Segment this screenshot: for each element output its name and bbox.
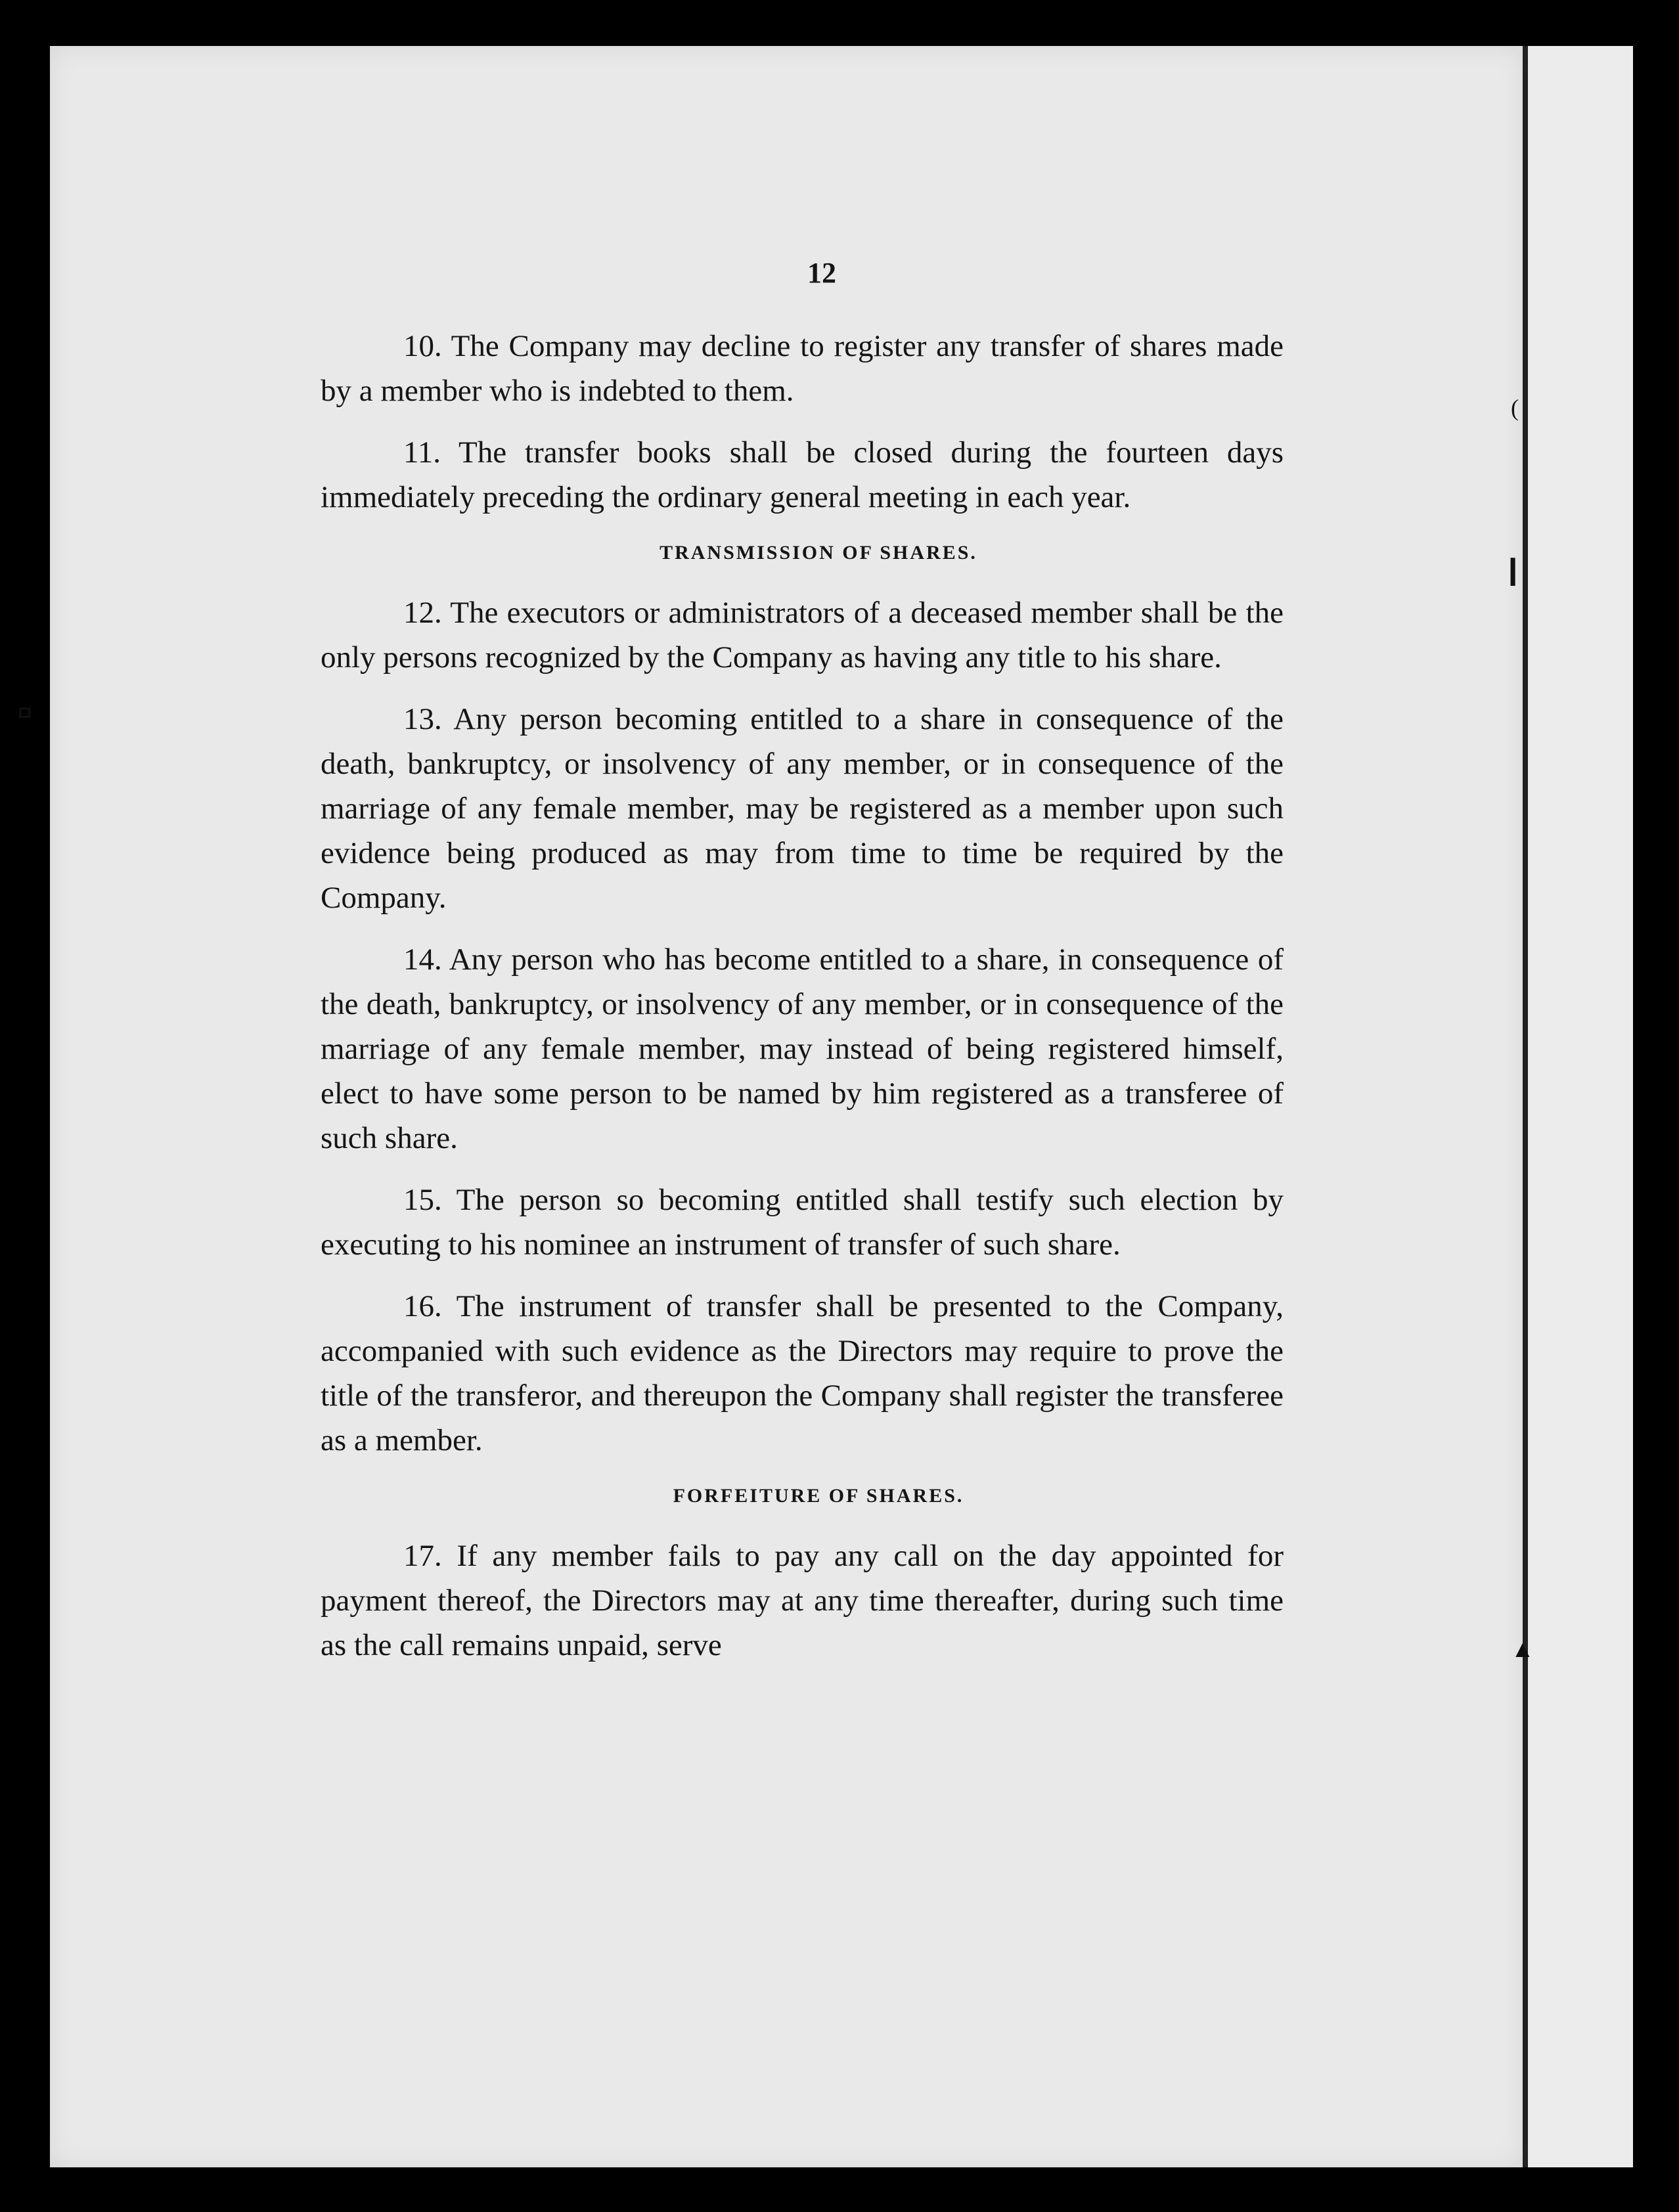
section-heading-forfeiture: FORFEITURE OF SHARES.	[673, 1485, 964, 1507]
margin-mark: ߛ	[17, 697, 33, 723]
page-text	[321, 256, 1284, 1685]
section-heading-transmission: TRANSMISSION OF SHARES.	[660, 542, 977, 564]
paragraph-10: 10. The Company may decline to register any transfer of shares made by a member who is indebted to them.	[321, 329, 1284, 408]
page-number: 12	[807, 257, 836, 289]
paragraph-16: 16. The instrument of transfer shall be presented to the Company, accompanied with such evidence as the Directors may require to prove the title of the transferor, and thereupon the Company shall register the transferee as a member.	[321, 1289, 1284, 1457]
paragraph-17: 17. If any member fails to pay any call on the day appointed for payment thereof, the Directors may at any time thereafter, during such time as the call remains unpaid, serve	[321, 1539, 1284, 1662]
paragraph-13: 13. Any person becoming entitled to a share in consequence of the death, bankruptcy, or insolvency of any member, or in consequence of the marriage of any female member, may be registered as a member upon such evidence being produced as may from time to time be required by the Company.	[321, 702, 1284, 915]
adjacent-page	[1528, 46, 1633, 2167]
margin-mark: ▲	[1511, 1636, 1534, 1662]
margin-mark: ▎	[1511, 559, 1529, 585]
paragraph-15: 15. The person so becoming entitled shall testify such election by executing to his nominee an instrument of transfer of such share.	[321, 1183, 1284, 1262]
paragraph-14: 14. Any person who has become entitled to a share, in consequence of the death, bankruptcy, or insolvency of any member, or in consequence of the marriage of any female member, may instead of being registered himself, elect to have some person to be named by him registered as a transferee of such share.	[321, 942, 1284, 1155]
paragraph-11: 11. The transfer books shall be closed during the fourteen days immediately preceding the ordinary general meeting in each year.	[321, 435, 1284, 514]
margin-mark: (	[1511, 395, 1519, 421]
page-fold	[1523, 46, 1528, 2167]
paragraph-12: 12. The executors or administrators of a deceased member shall be the only persons recognized by the Company as having any title to his share.	[321, 596, 1284, 675]
